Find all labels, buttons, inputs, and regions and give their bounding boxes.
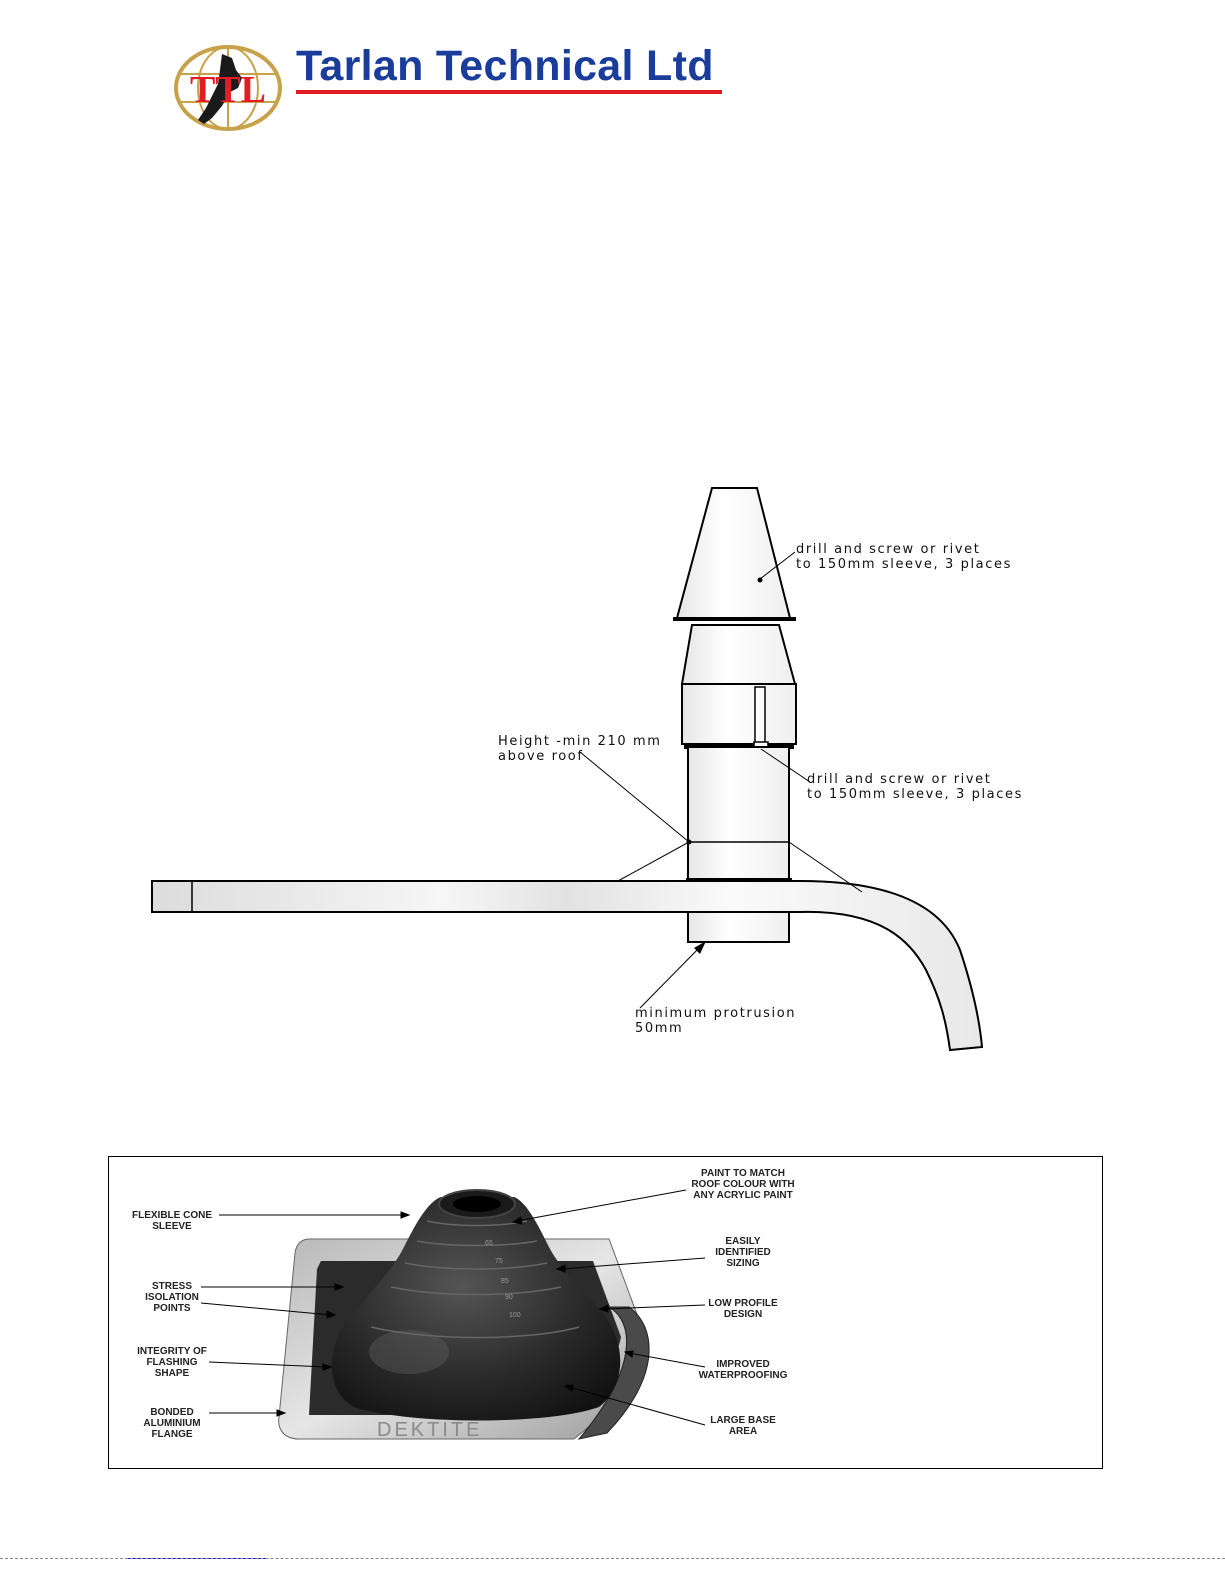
- callout-cap-fixing: drill and screw or rivet to 150mm sleeve, 3 places: [796, 542, 1012, 572]
- label-large-base-area: LARGE BASE AREA: [710, 1415, 776, 1437]
- size-mark: 90: [505, 1294, 513, 1301]
- size-mark: 85: [501, 1278, 509, 1285]
- flue-installation-drawing: [140, 480, 1040, 1070]
- company-name: Tarlan Technical Ltd: [296, 42, 714, 90]
- callout-sleeve-fixing: drill and screw or rivet to 150mm sleeve, 3 places: [807, 772, 1023, 802]
- label-improved-waterproofing: IMPROVED WATERPROOFING: [698, 1359, 788, 1381]
- roof-flashing-product-image: [109, 1157, 1104, 1470]
- brand-mark: DEKTITE: [377, 1419, 483, 1441]
- label-integrity-of-flashing-shape: INTEGRITY OF FLASHING SHAPE: [137, 1346, 207, 1379]
- collar: [682, 684, 796, 744]
- label-low-profile-design: LOW PROFILE DESIGN: [708, 1298, 778, 1320]
- pipe-protrusion: [688, 912, 789, 942]
- size-mark: 75: [495, 1258, 503, 1265]
- label-stress-isolation-points: STRESS ISOLATION POINTS: [145, 1281, 199, 1314]
- label-easily-identified-sizing: EASILY IDENTIFIED SIZING: [715, 1236, 771, 1269]
- footer-divider: [0, 1558, 1225, 1559]
- size-mark: 100: [509, 1312, 521, 1319]
- label-paint-to-match: PAINT TO MATCH ROOF COLOUR WITH ANY ACRYLIC PAINT: [691, 1168, 795, 1201]
- size-mark: 65: [485, 1240, 493, 1247]
- company-underline: [296, 90, 722, 94]
- callout-min-height: Height -min 210 mm above roof: [498, 734, 662, 764]
- roof: [152, 881, 982, 1050]
- globe-logo-icon: [172, 44, 284, 132]
- callout-min-protrusion: minimum protrusion 50mm: [635, 1006, 797, 1036]
- flue-pipe: [688, 747, 789, 881]
- logo-letters: TTL: [189, 69, 267, 111]
- product-feature-figure: [108, 1156, 1103, 1469]
- flexible-cone: [332, 1197, 620, 1421]
- company-logo: [172, 44, 284, 132]
- label-bonded-aluminium-flange: BONDED ALUMINIUM FLANGE: [143, 1407, 201, 1440]
- lower-cone: [682, 625, 795, 684]
- cone-cap: [677, 488, 790, 618]
- label-flexible-cone-sleeve: FLEXIBLE CONE SLEEVE: [131, 1210, 212, 1232]
